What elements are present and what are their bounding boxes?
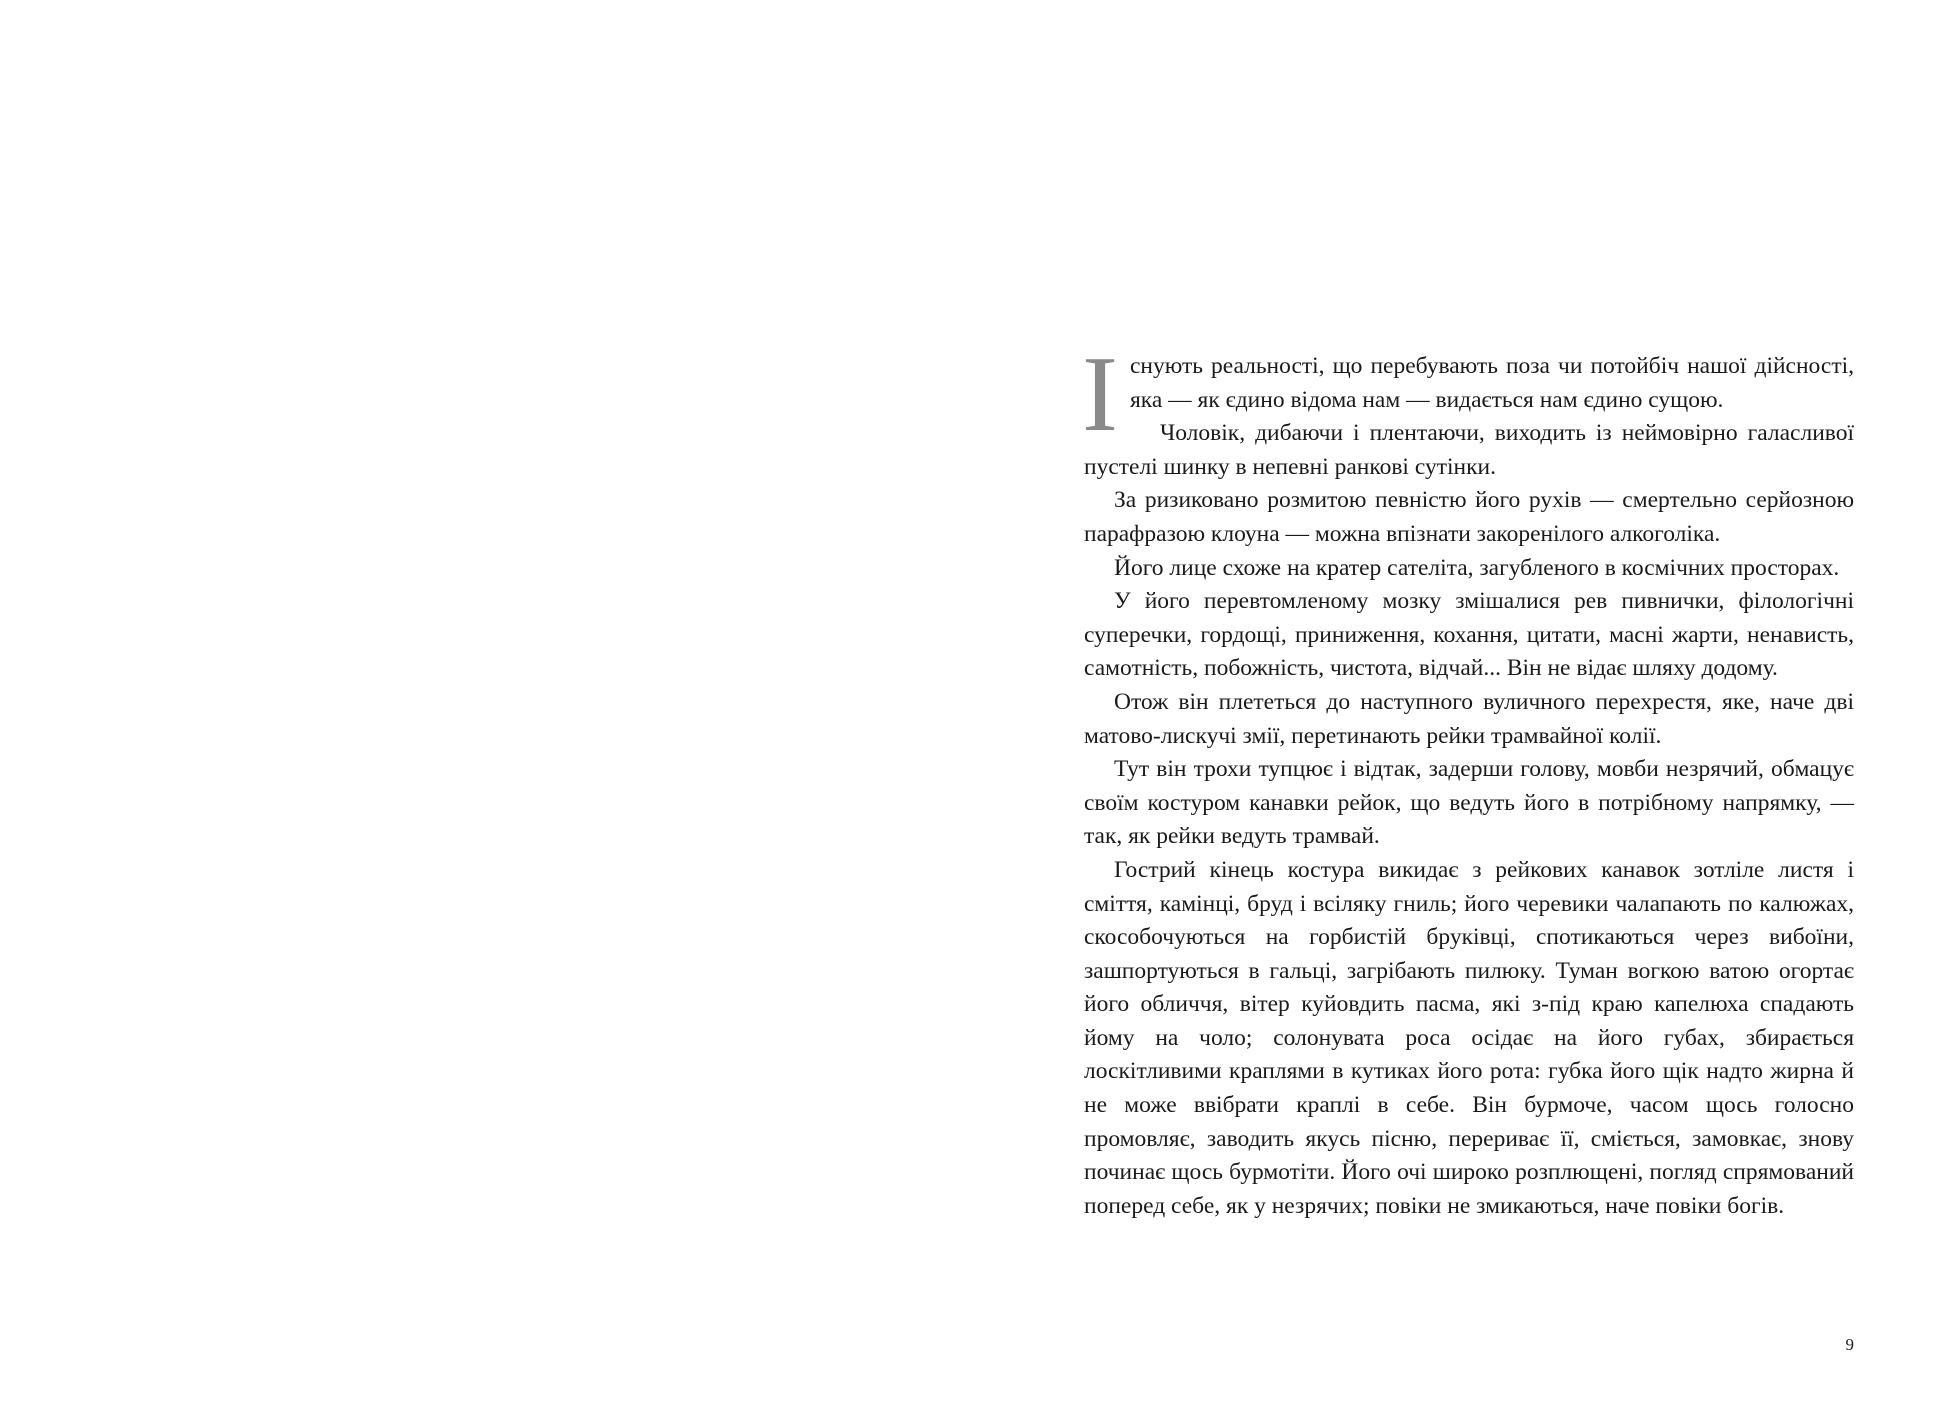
paragraph: Його лице схоже на кратер сателіта, загубленого в космічних просторах. [1114, 554, 1840, 581]
paragraph: За ризиковано розмитою певністю його рухів — смертельно серйозною парафразою клоуна — можна впізнати закоренілого алкоголіка. [1084, 487, 1854, 547]
paragraph: Тут він трохи тупцює і відтак, задерши голову, мовби незрячий, обмацує своїм костуром канавки рейок, що ведуть його в потрібному напрямку, — так, як рейки ведуть трамвай. [1084, 756, 1854, 850]
body-text [1082, 335, 1854, 1223]
drop-cap: І [1082, 335, 1118, 454]
paragraph: Отож він плететься до наступного вуличного перехрестя, яке, наче дві матово-лискучі змії, перетинають рейки трамвайної колії. [1084, 688, 1854, 749]
paragraph-text: снують реальності, що перебувають поза чи потойбіч нашої дійсності, яка — як єдино відома нам — видається нам єдино сущою. [1129, 353, 1854, 413]
page-number: 9 [1845, 1335, 1854, 1354]
left-page-blank [0, 0, 974, 1418]
paragraph: У його перевтомленому мозку змішалися рев пивнички, філологічні суперечки, гордощі, приниження, кохання, цитати, масні жарти, ненависть, самотність, побожність, чистота, відчай... Він не відає шляху додому. [1084, 588, 1854, 682]
right-page [974, 0, 1949, 1418]
paragraph: Гострий кінець костура викидає з рейкових канавок зотліле листя і сміття, камінці, бруд і всіляку гниль; його черевики чалапають по калюжах, скособочуються на горбистій бруківці, спотикаються через вибоїни, зашпортуються в гальці, загрібають пилюку. Туман вогкою ватою огортає його обличчя, вітер куйовдить пасма, які з-під краю капелюха спадають йому на чоло; солонувата роса осідає на його губах, збирається лоскітливими краплями в кутиках його рота: губка його щік надто жирна й не може ввібрати краплі в себе. Він бурмоче, часом щось голосно промовляє, заводить якусь пісню, перериває її, сміється, замовкає, знову починає щось бурмотіти. Його очі широко розплющені, погляд спрямований поперед себе, як у незрячих; повіки не змикаються, наче повіки богів. [1084, 856, 1854, 1219]
paragraph: Чоловік, дибаючи і плентаючи, виходить із неймовірно галасливої пустелі шинку в непевні ранкові сутінки. [1084, 420, 1854, 480]
